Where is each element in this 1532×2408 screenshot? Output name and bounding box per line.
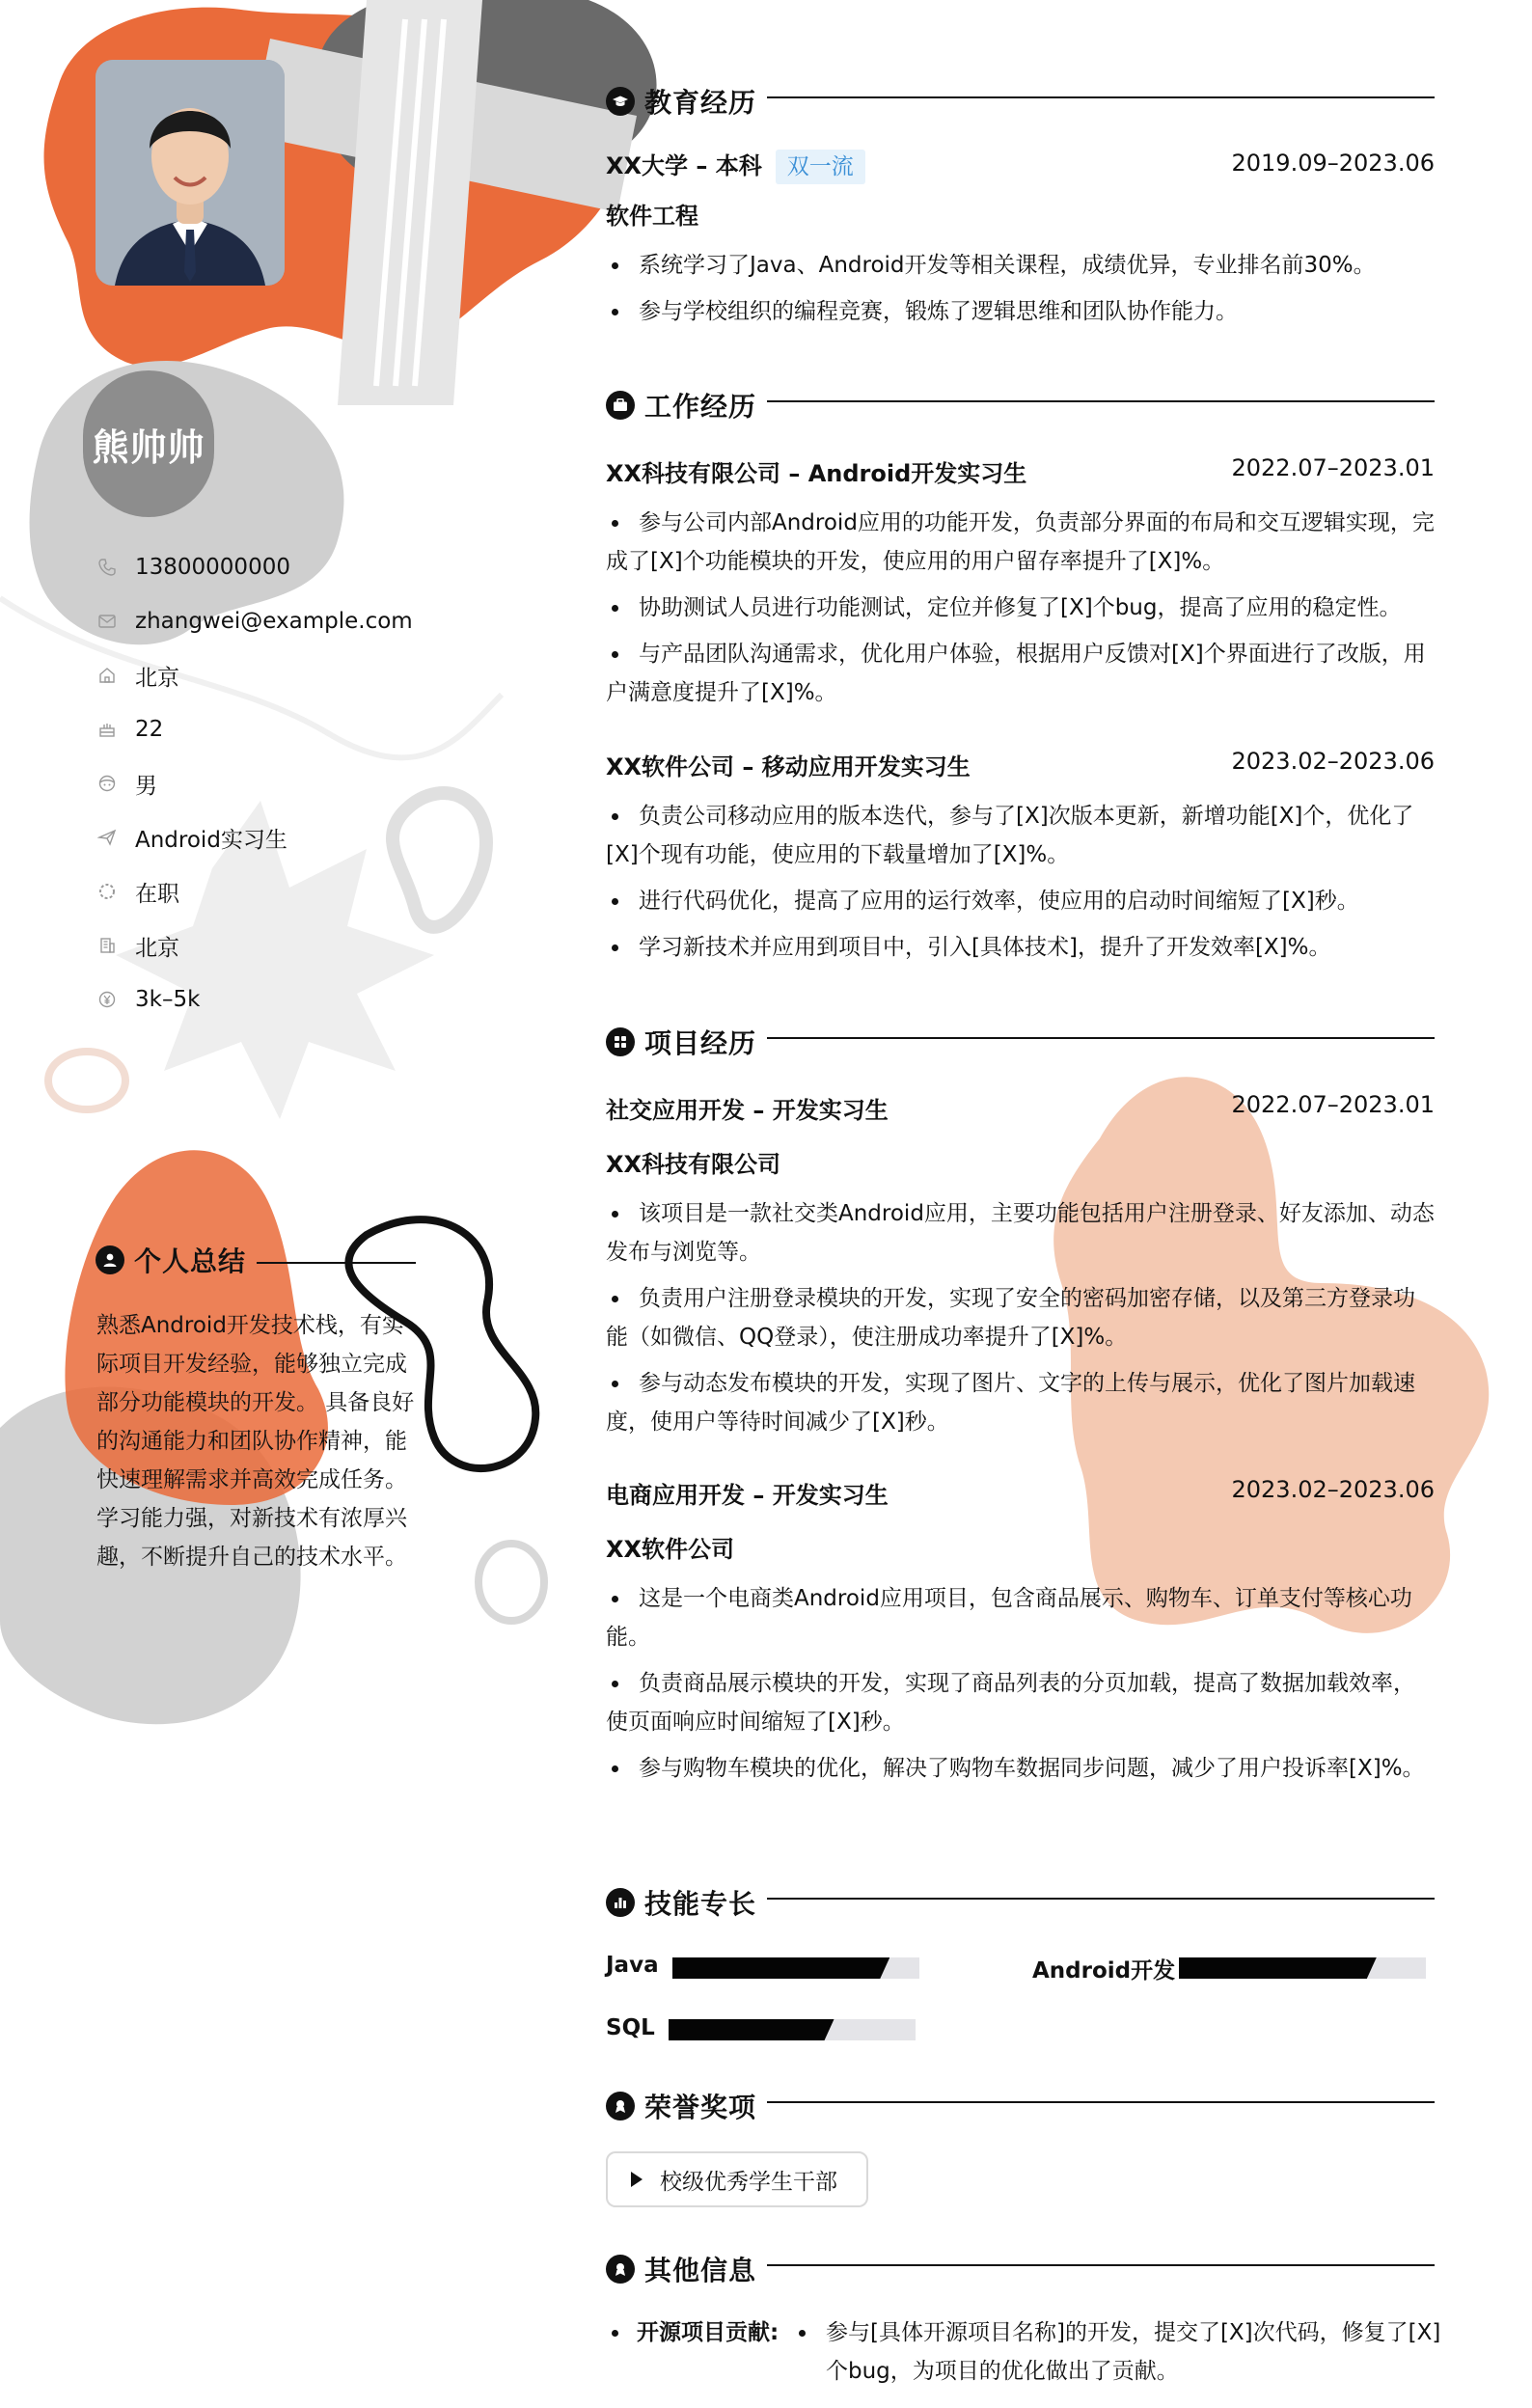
contact-phone <box>96 540 413 594</box>
building-icon <box>96 935 118 956</box>
mail-icon <box>96 611 118 632</box>
position-text: Android实习生 <box>135 827 287 853</box>
home-icon <box>96 665 118 686</box>
list-item: 该项目是一款社交类Android应用，主要功能包括用户注册登录、好友添加、动态发布与浏览等。 <box>606 1194 1436 1272</box>
skills-header <box>606 1883 756 1922</box>
education-title: 教育经历 <box>644 87 757 119</box>
list-item: 参与公司内部Android应用的功能开发，负责部分界面的布局和交互逻辑实现，完成了[X]个功能模块的开发，使应用的用户留存率提升了[X]%。 <box>606 504 1436 581</box>
list-item: 参与购物车模块的优化，解决了购物车数据同步问题，减少了用户投诉率[X]%。 <box>606 1749 1436 1788</box>
job-heading: XX软件公司 – 移动应用开发实习生 <box>606 753 971 780</box>
portrait-illustration <box>96 60 285 286</box>
project-company: XX科技有限公司 <box>606 1151 781 1178</box>
contact-email <box>96 594 413 648</box>
honors-header <box>606 2087 756 2125</box>
projects-title: 项目经历 <box>644 1027 757 1059</box>
status-icon <box>96 881 118 902</box>
job-date: 2023.02–2023.06 <box>1231 748 1435 775</box>
skill-fill <box>669 2019 834 2040</box>
phone-icon <box>96 557 118 578</box>
skill-fill <box>1179 1957 1377 1979</box>
city-text: 北京 <box>135 935 179 961</box>
contact-salary <box>96 972 413 1026</box>
list-item: 负责用户注册登录模块的开发，实现了安全的密码加密存储，以及第三方登录功能（如微信、QQ登录），使注册成功率提升了[X]%。 <box>606 1279 1436 1356</box>
summary-text: 熟悉Android开发技术栈，有实际项目开发经验，能够独立完成部分功能模块的开发。 具备良好的沟通能力和团队协作精神，能快速理解需求并高效完成任务。 学习能力强，对新技术有浓厚兴趣，不断提升自己的技术水平。 <box>96 1313 415 1570</box>
skill-name: Java <box>606 1953 659 1978</box>
skill-bar <box>669 2019 916 2040</box>
contact-city <box>96 918 413 972</box>
honors-divider <box>767 2101 1435 2103</box>
bullet-dot <box>612 2330 618 2337</box>
send-icon <box>96 827 118 848</box>
user-icon <box>96 1245 124 1274</box>
project-heading: 电商应用开发 – 开发实习生 <box>606 1482 889 1509</box>
list-item: 协助测试人员进行功能测试，定位并修复了[X]个bug，提高了应用的稳定性。 <box>606 588 1436 627</box>
project-bullets <box>606 1194 1436 1449</box>
summary-title: 个人总结 <box>134 1245 247 1277</box>
contact-location <box>96 648 413 702</box>
outline-ring <box>48 1052 125 1109</box>
award-text: 校级优秀学生干部 <box>660 2169 837 2195</box>
school-tag: 双一流 <box>776 150 865 184</box>
phone-text: 13800000000 <box>135 555 290 580</box>
list-item: 学习新技术并应用到项目中，引入[具体技术]，提升了开发效率[X]%。 <box>606 928 1436 967</box>
job-date: 2022.07–2023.01 <box>1231 454 1435 481</box>
name-badge <box>83 370 214 517</box>
contact-position <box>96 810 413 864</box>
award-item[interactable] <box>606 2151 868 2207</box>
project-heading: 社交应用开发 – 开发实习生 <box>606 1097 889 1124</box>
award-icon <box>606 2255 635 2284</box>
education-divider <box>767 96 1435 98</box>
projects-header <box>606 1023 756 1061</box>
list-item: 负责公司移动应用的版本迭代，参与了[X]次版本更新，新增功能[X]个，优化了[X]个现有功能，使应用的下载量增加了[X]%。 <box>606 797 1436 874</box>
list-item: 系统学习了Java、Android开发等相关课程，成绩优异，专业排名前30%。 <box>606 246 1436 285</box>
project-date: 2022.07–2023.01 <box>1231 1091 1435 1118</box>
project-bullets <box>606 1579 1436 1795</box>
skill-fill <box>672 1957 889 1979</box>
contact-status <box>96 864 413 918</box>
honors-title: 荣誉奖项 <box>644 2092 757 2123</box>
contact-age <box>96 702 413 756</box>
status-text: 在职 <box>135 881 179 907</box>
other-title: 其他信息 <box>644 2255 757 2286</box>
work-divider <box>767 400 1435 402</box>
candidate-name: 熊帅帅 <box>92 425 205 469</box>
age-text: 22 <box>135 717 164 742</box>
outline-ring-2 <box>479 1544 544 1621</box>
work-header <box>606 386 756 424</box>
salary-text: 3k–5k <box>135 987 201 1012</box>
job-bullets <box>606 504 1436 720</box>
other-text: 参与[具体开源项目名称]的开发，提交了[X]次代码，修复了[X]个bug，为项目的优化做出了贡献。 <box>826 2320 1441 2384</box>
projects-divider <box>767 1037 1435 1039</box>
profile-photo <box>96 60 285 286</box>
location-text: 北京 <box>135 665 179 691</box>
gender-text: 男 <box>135 773 157 799</box>
play-icon <box>631 2172 643 2187</box>
project-company: XX软件公司 <box>606 1536 735 1563</box>
education-header <box>606 82 756 121</box>
list-item: 这是一个电商类Android应用项目，包含商品展示、购物车、订单支付等核心功能。 <box>606 1579 1436 1656</box>
other-info <box>606 2313 1455 2391</box>
other-label: 开源项目贡献: <box>637 2320 780 2345</box>
salary-icon <box>96 989 118 1010</box>
other-divider <box>767 2264 1435 2266</box>
list-item: 参与学校组织的编程竞赛，锻炼了逻辑思维和团队协作能力。 <box>606 292 1436 331</box>
education-date: 2019.09–2023.06 <box>1231 150 1435 177</box>
summary-header <box>96 1241 246 1279</box>
cake-icon <box>96 719 118 740</box>
list-item: 负责商品展示模块的开发，实现了商品列表的分页加载，提高了数据加载效率，使页面响应时间缩短了[X]秒。 <box>606 1664 1436 1741</box>
school-name: XX大学 – 本科 <box>606 152 762 179</box>
grid-icon <box>606 1027 635 1056</box>
bullet-dot <box>799 2330 806 2337</box>
other-header <box>606 2250 756 2288</box>
skill-name: SQL <box>606 2015 655 2040</box>
briefcase-icon <box>606 391 635 420</box>
list-item: 进行代码优化，提高了应用的运行效率，使应用的启动时间缩短了[X]秒。 <box>606 882 1436 920</box>
school-row <box>606 147 865 184</box>
education-bullets <box>606 246 1436 339</box>
job-bullets <box>606 797 1436 974</box>
job-heading: XX科技有限公司 – Android开发实习生 <box>606 460 1027 487</box>
work-title: 工作经历 <box>644 391 757 423</box>
major-name: 软件工程 <box>606 203 698 230</box>
list-item: 与产品团队沟通需求，优化用户体验，根据用户反馈对[X]个界面进行了改版，用户满意度提升了[X]%。 <box>606 635 1436 712</box>
project-date: 2023.02–2023.06 <box>1231 1476 1435 1503</box>
gender-icon <box>96 773 118 794</box>
contact-gender <box>96 756 413 810</box>
list-item: 参与动态发布模块的开发，实现了图片、文字的上传与展示，优化了图片加载速度，使用户等待时间减少了[X]秒。 <box>606 1364 1436 1441</box>
contact-list <box>96 540 413 1026</box>
graduation-cap-icon <box>606 87 635 116</box>
skills-title: 技能专长 <box>644 1888 757 1920</box>
skill-bar <box>672 1957 919 1979</box>
skill-bar <box>1179 1957 1426 1979</box>
email-text: zhangwei@example.com <box>135 609 413 634</box>
skills-divider <box>767 1898 1435 1900</box>
summary-divider <box>257 1262 416 1264</box>
award-icon <box>606 2092 635 2121</box>
bar-chart-icon <box>606 1888 635 1917</box>
skill-name: Android开发 <box>1032 1958 1176 1984</box>
